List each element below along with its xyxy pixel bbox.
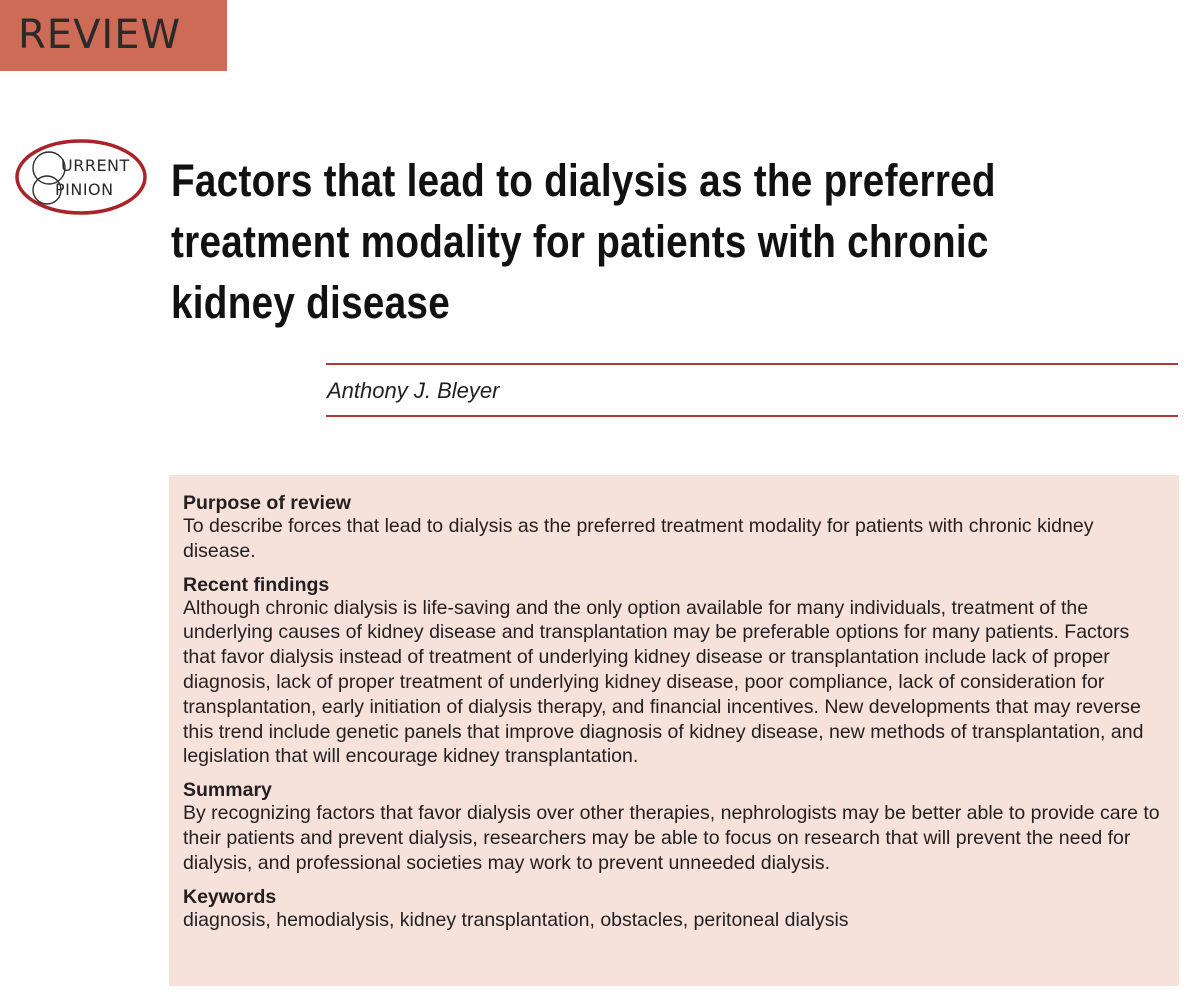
review-banner <box>0 0 227 71</box>
review-banner-label: REVIEW <box>18 12 182 58</box>
section-body: Although chronic dialysis is life-saving and the only option available for many individuals, treatment of the underlying causes of kidney disease and transplantation may be preferable options for many patients. Factors that favor dialysis instead of treatment of underlying kidney disease or transplantation include lack of proper diagnosis, lack of proper treatment of underlying kidney disease, poor compliance, lack of consideration for transplantation, early initiation of dialysis therapy, and financial incentives. New developments that may reverse this trend include genetic panels that improve diagnosis of kidney disease, new methods of transplantation, and legislation that will encourage kidney transplantation. <box>183 596 1144 768</box>
section-body: diagnosis, hemodialysis, kidney transplantation, obstacles, peritoneal dialysis <box>183 908 849 931</box>
section-heading: Purpose of review <box>183 492 351 514</box>
abstract-section-purpose <box>183 492 1165 564</box>
section-body: To describe forces that lead to dialysis as the preferred treatment modality for patients with chronic kidney disease. <box>183 515 1094 562</box>
article-title: Factors that lead to dialysis as the preferred treatment modality for patients with chronic kidney disease <box>171 155 996 328</box>
author-rule-bottom <box>326 415 1178 417</box>
logo-ellipse-graphic <box>14 138 149 218</box>
author-rule-top <box>326 363 1178 365</box>
article-author: Anthony J. Bleyer <box>327 378 500 403</box>
abstract-section-summary <box>183 779 1165 875</box>
logo-text-line2: PINION <box>55 180 114 199</box>
abstract-box <box>169 475 1179 986</box>
abstract-section-keywords <box>183 886 1165 933</box>
section-heading: Recent findings <box>183 573 330 596</box>
current-opinion-logo <box>14 138 149 218</box>
section-body: By recognizing factors that favor dialysis over other therapies, nephrologists may be better able to provide care to their patients and prevent dialysis, researchers may be able to focus on research that will prevent the need for dialysis, and professional societies may work to prevent unneeded dialysis. <box>183 802 1160 874</box>
logo-text-line1: URRENT <box>61 156 130 175</box>
abstract-section-recent-findings <box>183 574 1165 770</box>
section-heading: Summary <box>183 779 272 802</box>
section-heading: Keywords <box>183 885 277 908</box>
